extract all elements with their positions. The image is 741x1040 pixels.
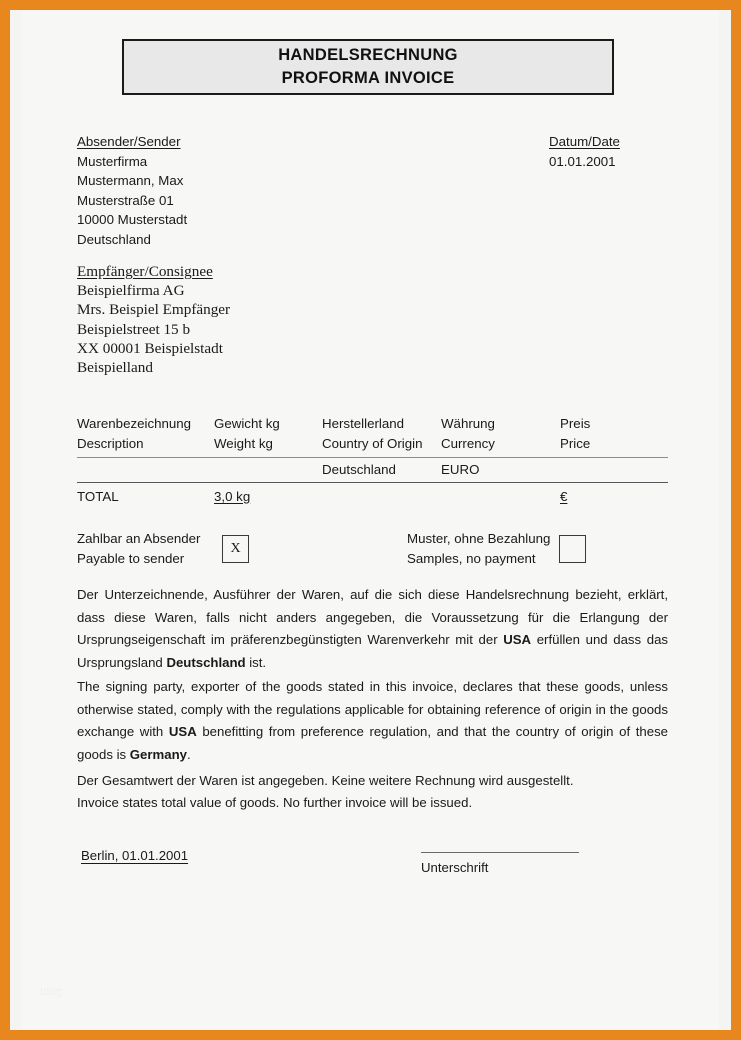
declaration-en-part1: The signing party, exporter of the goods stated in this invoice, declares that these goods, unless otherwise stated, comply with the regulations applicable for obtaining reference of origin in the goods exchange with (77, 679, 668, 740)
title-german: HANDELSRECHNUNG (278, 46, 458, 65)
table-row (77, 460, 668, 480)
declaration-en-part3: . (186, 746, 191, 762)
date-block (549, 132, 620, 171)
table-header-row-english (77, 434, 668, 454)
sender-country: Deutschland (77, 231, 151, 247)
table-rule-top (77, 457, 668, 458)
header-origin-en: Country of Origin (322, 435, 423, 451)
header-price-de: Preis (560, 416, 591, 431)
header-weight-de: Gewicht kg (214, 416, 280, 431)
declaration-english (77, 676, 668, 766)
samples-label-en: Samples, no payment (407, 550, 536, 566)
declaration-en-country1: USA (168, 724, 197, 740)
total-weight: 3,0 kg (214, 488, 251, 504)
signature-area (421, 852, 661, 875)
samples-checkbox[interactable] (559, 535, 586, 563)
payable-checkbox-mark: X (230, 541, 241, 556)
sender-block (77, 132, 187, 249)
table-rule-total (77, 482, 668, 483)
payable-checkbox[interactable] (222, 535, 249, 563)
consignee-contact: Mrs. Beispiel Empfänger (77, 301, 231, 319)
signature-caption: Unterschrift (421, 860, 489, 875)
header-currency-en: Currency (441, 435, 495, 451)
declaration-en-country2: Germany (129, 746, 187, 762)
document-title-box (122, 39, 614, 95)
samples-label-de: Muster, ohne Bezahlung (407, 531, 551, 546)
total-price: € (560, 488, 568, 504)
signature-line[interactable] (421, 852, 579, 853)
consignee-label: Empfänger/Consignee (77, 263, 213, 280)
date-label: Datum/Date (549, 134, 620, 149)
page-watermark: blog (40, 986, 63, 998)
sender-company: Musterfirma (77, 153, 148, 169)
sender-city: 10000 Musterstadt (77, 212, 188, 227)
item-currency: EURO (441, 462, 480, 477)
consignee-company: Beispielfirma AG (77, 282, 185, 300)
declaration-german (77, 584, 668, 674)
sender-contact: Mustermann, Max (77, 173, 184, 188)
consignee-country: Beispielland (77, 359, 153, 377)
consignee-street: Beispielstreet 15 b (77, 320, 191, 338)
header-origin-de: Herstellerland (322, 416, 405, 431)
value-statement (77, 770, 668, 813)
sender-street: Musterstraße 01 (77, 192, 174, 208)
declaration-de-part1: Der Unterzeichnende, Ausführer der Waren, auf die sich diese Handelsrechnung bezieht, erklärt, dass diese Waren, falls nicht anders angegeben, die Voraussetzung für die Erlangung der Ursprungseigenschaft im präferenzbegünstigten Warenverkehr mit der (77, 587, 668, 648)
item-origin: Deutschland (322, 462, 396, 477)
payable-label-en: Payable to sender (77, 550, 185, 566)
header-price-en: Price (560, 435, 591, 451)
consignee-city: XX 00001 Beispielstadt (77, 339, 223, 357)
header-weight-en: Weight kg (214, 435, 273, 451)
declaration-de-country2: Deutschland (166, 654, 246, 670)
payable-labels (77, 529, 200, 568)
declaration-en-part2: benefitting from preference regulation, and that the country of origin of these goods is (77, 724, 668, 762)
value-statement-de: Der Gesamtwert der Waren ist angegeben. Keine weitere Rechnung wird ausgestellt. (77, 773, 574, 788)
declaration-de-part3: ist. (245, 654, 267, 670)
header-description-de: Warenbezeichnung (77, 416, 192, 431)
total-label: TOTAL (77, 488, 119, 504)
declaration-de-part2: erfüllen und dass das Ursprungsland (77, 632, 669, 670)
date-value: 01.01.2001 (549, 153, 616, 169)
table-total-row (77, 487, 668, 507)
value-statement-en: Invoice states total value of goods. No further invoice will be issued. (77, 794, 473, 810)
title-english: PROFORMA INVOICE (281, 69, 455, 87)
table-header-row-german (77, 414, 668, 434)
consignee-block (77, 262, 230, 377)
place-and-date: Berlin, 01.01.2001 (81, 848, 189, 863)
sender-label: Absender/Sender (77, 134, 181, 149)
declaration-de-country1: USA (503, 632, 532, 648)
goods-table (77, 414, 668, 506)
header-currency-de: Währung (441, 416, 495, 431)
payable-label-de: Zahlbar an Absender (77, 531, 201, 546)
header-description-en: Description (77, 435, 144, 451)
samples-labels (407, 529, 550, 568)
